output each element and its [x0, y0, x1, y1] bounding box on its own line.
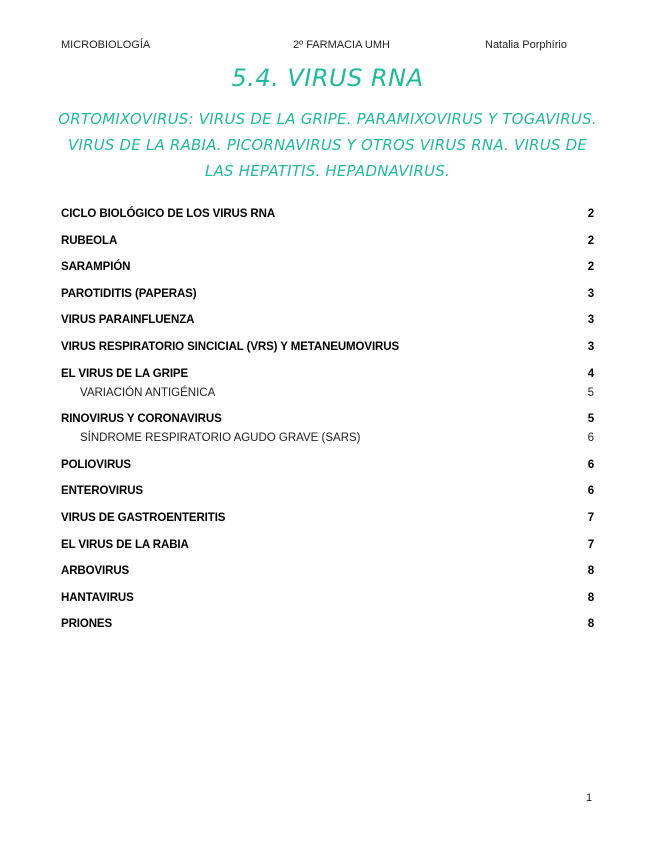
toc-entry-page: 8: [587, 591, 594, 604]
toc-entry-page: 3: [587, 340, 594, 353]
toc-entry-label: PAROTIDITIS (PAPERAS): [61, 287, 197, 300]
toc-entry-page: 6: [587, 432, 594, 445]
toc-entry-parotiditis[interactable]: [61, 288, 594, 306]
toc-entry-label: RINOVIRUS Y CORONAVIRUS: [61, 413, 222, 426]
toc-entry-page: 5: [587, 413, 594, 426]
toc-entry-vrs[interactable]: [61, 341, 594, 359]
toc-entry-sarampion[interactable]: [61, 261, 594, 279]
toc-entry-enterovirus[interactable]: [61, 485, 594, 503]
header-author: Natalia Porphírio: [485, 39, 567, 51]
header-subject: MICROBIOLOGÍA: [61, 39, 151, 51]
toc-entry-page: 3: [587, 287, 594, 300]
toc-entry-page: 2: [587, 234, 594, 247]
toc-entry-label: ARBOVIRUS: [61, 565, 130, 578]
toc-entry-label: PRIONES: [61, 618, 113, 631]
toc-entry-label: EL VIRUS DE LA RABIA: [61, 538, 189, 551]
toc-subentry-sars[interactable]: [61, 432, 594, 450]
toc-entry-page: 6: [587, 485, 594, 498]
toc-entry-page: 4: [587, 367, 594, 380]
toc-entry-label: CICLO BIOLÓGICO DE LOS VIRUS RNA: [61, 208, 276, 220]
toc-entry-page: 7: [587, 538, 594, 551]
toc-entry-label: VIRUS PARAINFLUENZA: [61, 314, 195, 327]
toc-entry-gastroenteritis[interactable]: [61, 512, 594, 530]
toc-entry-label: HANTAVIRUS: [61, 591, 134, 604]
toc-entry-rabia[interactable]: [61, 539, 594, 557]
toc-entry-priones[interactable]: [61, 618, 594, 636]
toc-entry-parainfluenza[interactable]: [61, 314, 594, 332]
toc-entry-rubeola[interactable]: [61, 235, 594, 253]
toc-entry-page: 6: [587, 458, 594, 471]
toc-entry-label: VIRUS DE GASTROENTERITIS: [61, 511, 226, 524]
toc-entry-label: VARIACIÓN ANTIGÉNICA: [80, 386, 216, 399]
page-number: 1: [586, 792, 593, 804]
table-of-contents: [61, 208, 594, 636]
toc-entry-ciclo-biologico[interactable]: [61, 208, 594, 226]
toc-entry-page: 8: [587, 618, 594, 631]
toc-entry-hantavirus[interactable]: [61, 592, 594, 610]
page-subtitle: ORTOMIXOVIRUS: VIRUS DE LA GRIPE. PARAMIXOVIRUS Y TOGAVIRUS. VIRUS DE LA RABIA. PICORNAVIRUS Y OTROS VIRUS RNA. VIRUS DE LAS HEPATITIS. HEPADNAVIRUS.: [58, 110, 597, 180]
toc-entry-page: 3: [587, 314, 594, 327]
page-title: 5.4. VIRUS RNA: [231, 64, 424, 92]
toc-entry-page: 5: [587, 386, 594, 399]
toc-entry-label: RUBEOLA: [61, 234, 118, 247]
toc-entry-rinovirus[interactable]: [61, 413, 594, 431]
header-course: 2º FARMACIA UMH: [293, 39, 390, 51]
toc-subentry-variacion-antigenica[interactable]: [61, 387, 594, 405]
toc-entry-label: ENTEROVIRUS: [61, 485, 143, 498]
toc-entry-arbovirus[interactable]: [61, 565, 594, 583]
toc-entry-page: 2: [587, 208, 594, 220]
toc-entry-gripe[interactable]: [61, 368, 594, 386]
toc-entry-poliovirus[interactable]: [61, 459, 594, 477]
toc-entry-label: VIRUS RESPIRATORIO SINCICIAL (VRS) Y METANEUMOVIRUS: [61, 340, 400, 353]
toc-entry-page: 2: [587, 261, 594, 274]
toc-entry-label: EL VIRUS DE LA GRIPE: [61, 367, 189, 380]
toc-entry-label: POLIOVIRUS: [61, 458, 131, 471]
toc-entry-label: SÍNDROME RESPIRATORIO AGUDO GRAVE (SARS): [80, 432, 361, 445]
toc-entry-page: 8: [587, 565, 594, 578]
toc-entry-label: SARAMPIÓN: [61, 261, 131, 274]
toc-entry-page: 7: [587, 511, 594, 524]
